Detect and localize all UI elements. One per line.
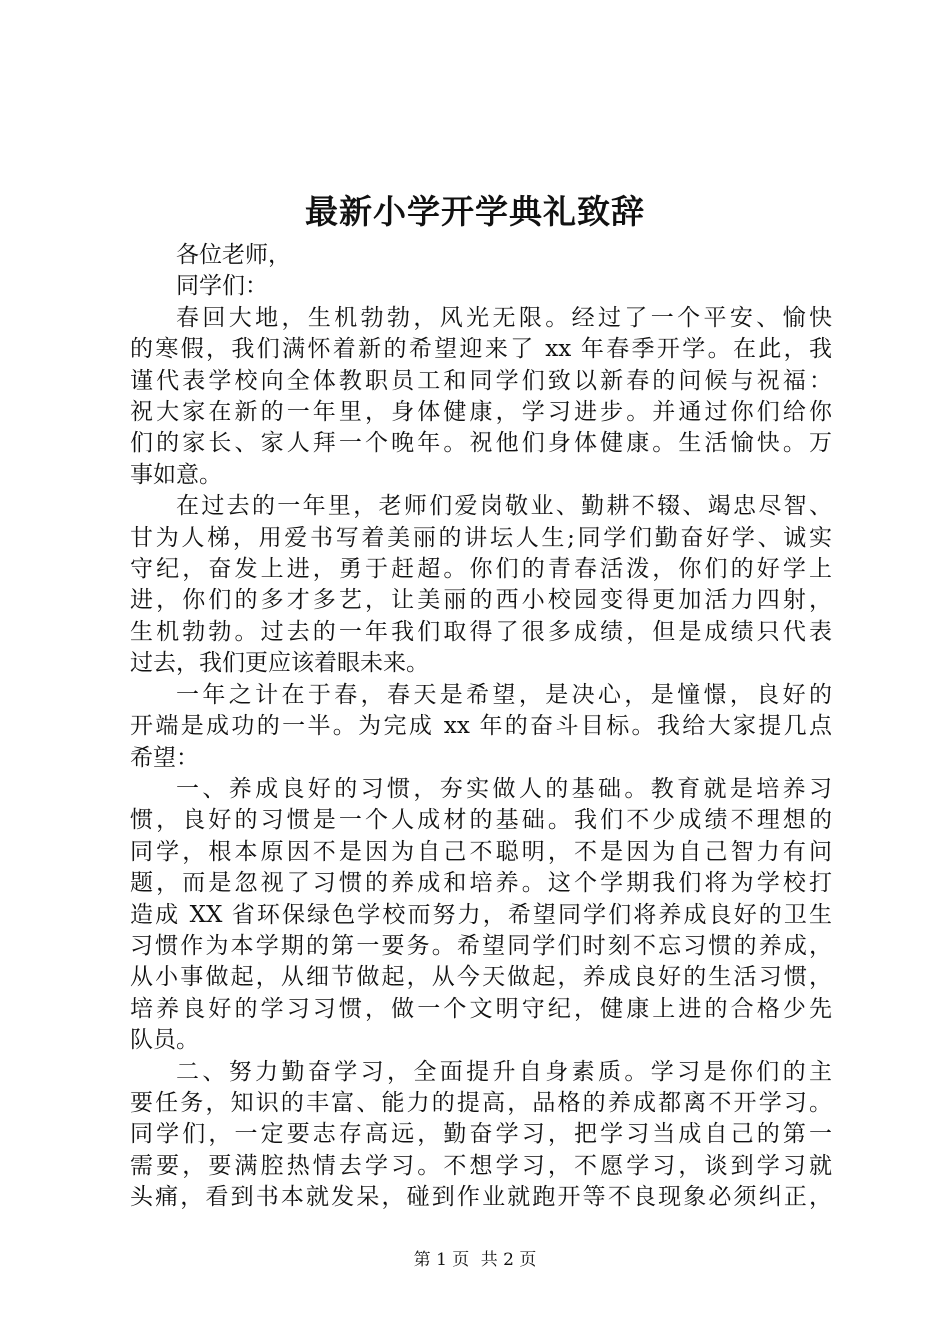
paragraph-line: 的寒假，我们满怀着新的希望迎来了 xx 年春季开学。在此，我 [130,336,832,363]
paragraph-line: 同学们，一定要志存高远，勤奋学习，把学习当成自己的第一 [130,1121,832,1148]
paragraph-line: 在过去的一年里，老师们爱岗敬业、勤耕不辍、竭忠尽智、 [176,493,832,520]
document-body [130,240,832,1214]
paragraph-line: 生机勃勃。过去的一年我们取得了很多成绩，但是成绩只代表 [130,618,832,645]
paragraph-line: 一年之计在于春，春天是希望，是决心，是憧憬，良好的 [176,681,832,708]
paragraph-line: 春回大地，生机勃勃，风光无限。经过了一个平安、愉快 [176,304,832,331]
paragraph-line: 们的家长、家人拜一个晚年。祝他们身体健康。生活愉快。万 [130,430,832,457]
paragraph-line: 过去，我们更应该着眼未来。 [130,650,429,677]
paragraph-line: 事如意。 [130,461,222,488]
paragraph-line: 二、努力勤奋学习，全面提升自身素质。学习是你们的主 [176,1058,832,1085]
paragraph-line: 甘为人梯，用爱书写着美丽的讲坛人生;同学们勤奋好学、诚实 [130,524,832,551]
salutation-line: 各位老师， [176,242,291,268]
page-total: 共 2 页 [480,1250,537,1270]
paragraph-line: 一、养成良好的习惯，夯实做人的基础。教育就是培养习 [176,775,832,802]
paragraph-line: 习惯作为本学期的第一要务。希望同学们时刻不忘习惯的养成， [130,932,832,959]
paragraph-line: 题，而是忽视了习惯的养成和培养。这个学期我们将为学校打 [130,870,832,897]
paragraph-line: 惯，良好的习惯是一个人成材的基础。我们不少成绩不理想的 [130,807,832,834]
page-number: 第 1 页 [413,1250,470,1270]
paragraph-line: 谨代表学校向全体教职员工和同学们致以新春的问候与祝福： [130,367,832,394]
paragraph-line: 培养良好的学习习惯，做一个文明守纪，健康上进的合格少先 [130,995,832,1022]
paragraph-line: 开端是成功的一半。为完成 xx 年的奋斗目标。我给大家提几点 [130,713,832,740]
paragraph-line: 同学，根本原因不是因为自己不聪明，不是因为自己智力有问 [130,838,832,865]
paragraph-line: 祝大家在新的一年里，身体健康，学习进步。并通过你们给你 [130,399,832,426]
paragraph-line: 头痛，看到书本就发呆，碰到作业就跑开等不良现象必须纠正， [130,1184,832,1211]
paragraph-line: 造成 XX 省环保绿色学校而努力，希望同学们将养成良好的卫生 [130,901,832,928]
paragraph-line: 要任务，知识的丰富、能力的提高，品格的养成都离不开学习。 [130,1089,832,1116]
page-footer [0,1245,950,1270]
salutation-line: 同学们： [176,273,268,300]
paragraph-line: 守纪，奋发上进，勇于赶超。你们的青春活泼，你们的好学上 [130,556,832,583]
document-title: 最新小学开学典礼致辞 [305,192,645,231]
paragraph-line: 队员。 [130,1027,199,1054]
paragraph-line: 需要，要满腔热情去学习。不想学习，不愿学习，谈到学习就 [130,1152,832,1179]
paragraph-line: 进，你们的多才多艺，让美丽的西小校园变得更加活力四射， [130,587,832,614]
paragraph-line: 希望： [130,744,199,771]
paragraph-line: 从小事做起，从细节做起，从今天做起，养成良好的生活习惯， [130,964,832,991]
